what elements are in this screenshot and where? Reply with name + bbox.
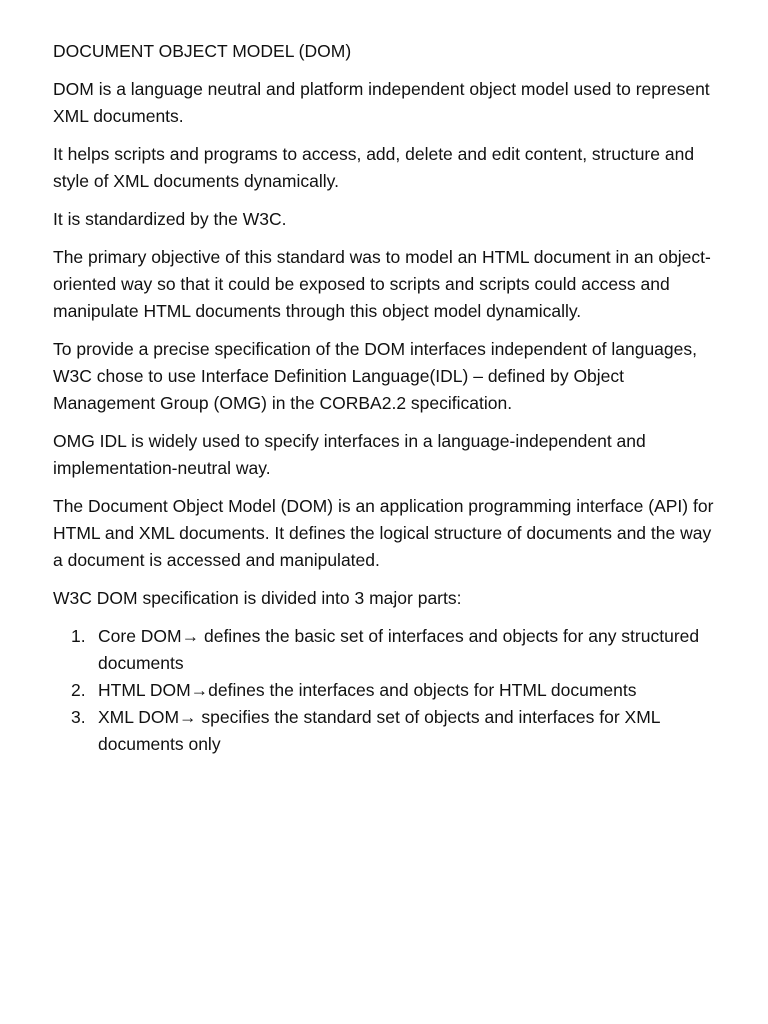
list-item-number: 3. <box>71 707 86 727</box>
document-page <box>53 38 723 758</box>
list-item-text: Core DOM→ defines the basic set of interfaces and objects for any structured documents <box>98 626 700 673</box>
paragraph-w3c-standard: It is standardized by the W3C. <box>53 209 287 229</box>
paragraph-idl-specification: To provide a precise specification of the DOM interfaces independent of languages, W3C chose to use Interface Definition Language(IDL) – defined by Object Management Group (OMG) in the CORBA2.2 specification. <box>53 339 697 413</box>
list-item-number: 2. <box>71 680 86 700</box>
paragraph-dom-definition: DOM is a language neutral and platform independent object model used to represent XML documents. <box>53 79 710 126</box>
paragraph-major-parts-intro: W3C DOM specification is divided into 3 major parts: <box>53 588 462 608</box>
list-item <box>71 704 723 758</box>
paragraph-dom-api: The Document Object Model (DOM) is an application programming interface (API) for HTML and XML documents. It defines the logical structure of documents and the way a document is accessed and manipulated. <box>53 496 714 570</box>
paragraph-primary-objective: The primary objective of this standard was to model an HTML document in an object-oriented way so that it could be exposed to scripts and scripts could access and manipulate HTML documents through this object model dynamically. <box>53 247 711 321</box>
list-item-text: HTML DOM→defines the interfaces and objects for HTML documents <box>98 680 637 700</box>
list-item-text: XML DOM→ specifies the standard set of objects and interfaces for XML documents only <box>98 707 660 754</box>
paragraph-dom-purpose: It helps scripts and programs to access, add, delete and edit content, structure and style of XML documents dynamically. <box>53 144 695 191</box>
paragraph-omg-idl: OMG IDL is widely used to specify interfaces in a language-independent and implementation-neutral way. <box>53 431 646 478</box>
document-title: DOCUMENT OBJECT MODEL (DOM) <box>53 41 352 61</box>
list-item <box>71 623 723 677</box>
major-parts-list <box>53 623 723 758</box>
list-item <box>71 677 723 704</box>
list-item-number: 1. <box>71 626 86 646</box>
